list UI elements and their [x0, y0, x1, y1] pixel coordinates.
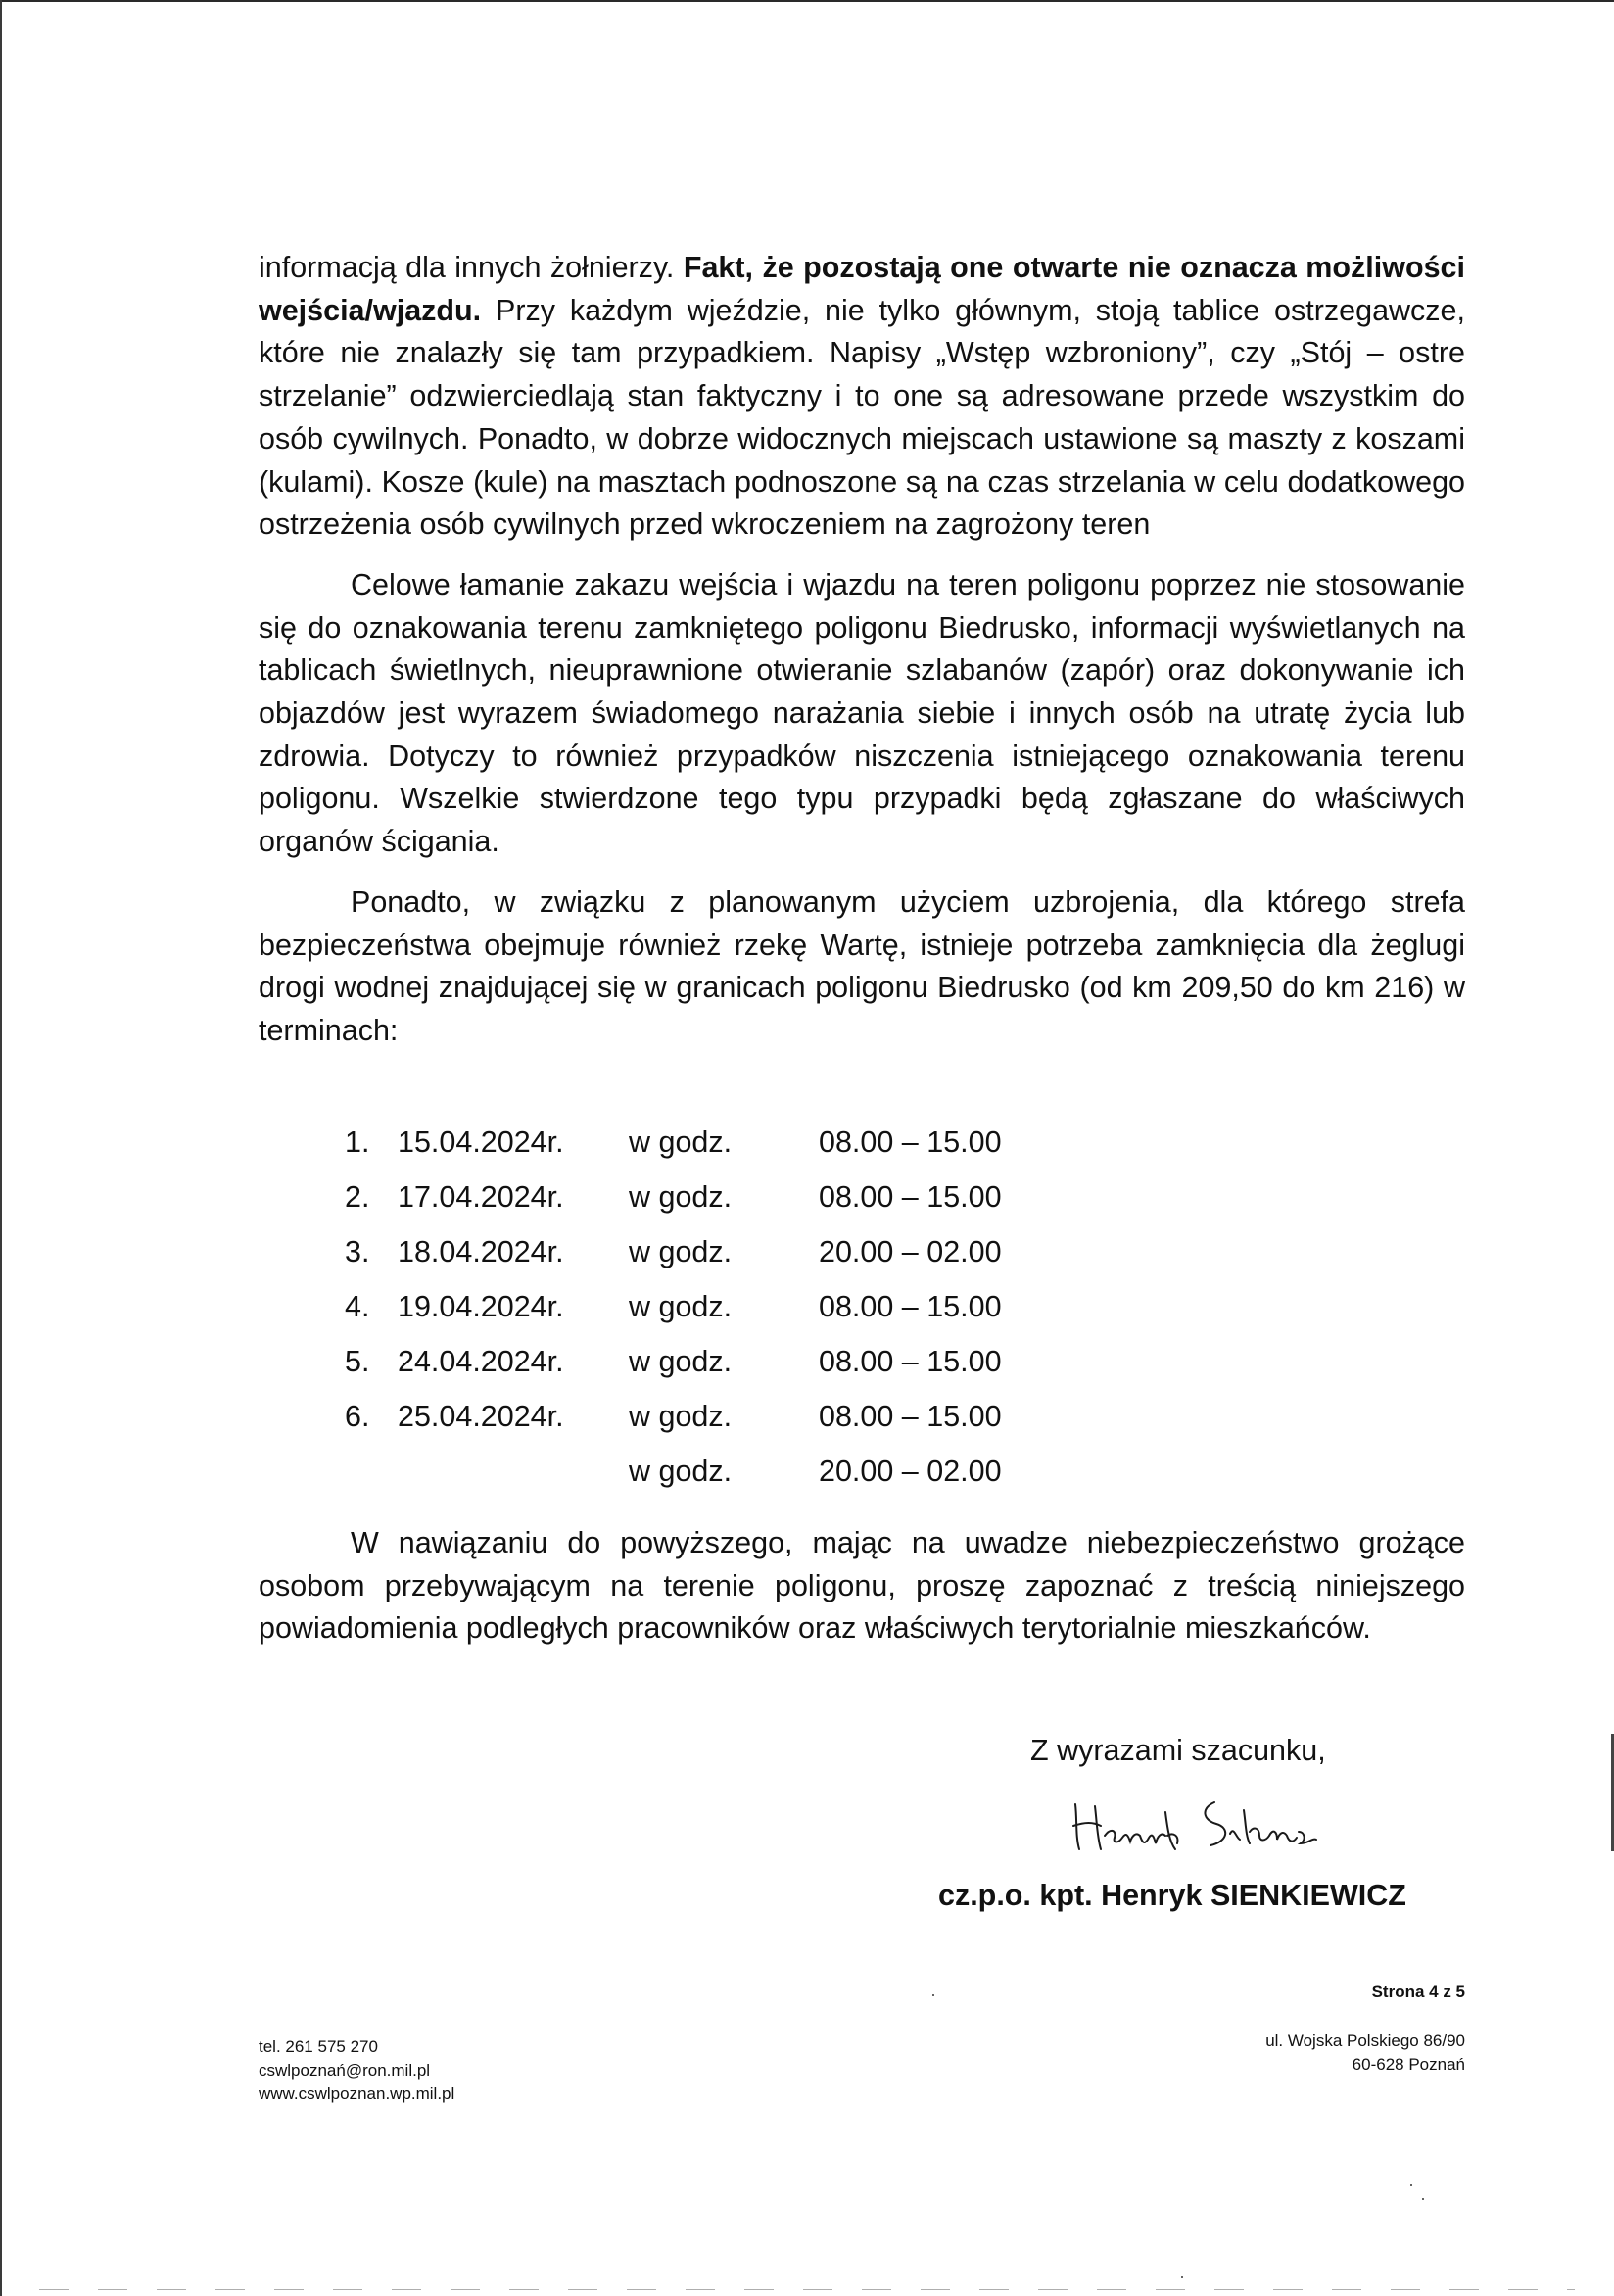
- handwritten-signature: [1068, 1793, 1322, 1861]
- schedule-date: 19.04.2024r.: [398, 1289, 564, 1323]
- scan-border-top: [0, 0, 1614, 2]
- closing-text: [259, 1522, 1465, 1650]
- schedule-hour-label: w godz.: [629, 1289, 733, 1323]
- schedule-date: 24.04.2024r.: [398, 1344, 564, 1378]
- schedule-time: 08.00 – 15.00: [819, 1399, 1002, 1433]
- schedule-number: 4.: [345, 1289, 370, 1323]
- footer-city: 60-628 Poznań: [1352, 2055, 1465, 2074]
- footer-street: ul. Wojska Polskiego 86/90: [1265, 2032, 1465, 2050]
- footer-website: www.cswlpoznan.wp.mil.pl: [259, 2084, 455, 2103]
- scan-speck: [1410, 2184, 1412, 2186]
- signer-name: cz.p.o. kpt. Henryk SIENKIEWICZ: [938, 1879, 1406, 1912]
- schedule-number: 6.: [345, 1399, 370, 1433]
- paragraph-violations: Celowe łamanie zakazu wejścia i wjazdu na teren poligonu poprzez nie stosowanie się do oznakowania terenu zamkniętego poligonu Biedrusko, informacji wyświetlanych na tablicach świetlnych, nieuprawnione otwieranie szlabanów (zapór) oraz dokonywanie ich objazdów jest wyrazem świadomego narażania siebie i innych osób na utratę życia lub zdrowia. Dotyczy to również przypadków niszczenia istniejącego oznakowania terenu poligonu. Wszelkie stwierdzone tego typu przypadki będą zgłaszane do właściwych organów ścigania.: [259, 567, 1465, 859]
- schedule-time: 08.00 – 15.00: [819, 1179, 1002, 1214]
- footer-email: cswlpoznań@ron.mil.pl: [259, 2061, 431, 2080]
- closure-schedule-list: [345, 1115, 1015, 1499]
- schedule-row: [345, 1389, 1015, 1444]
- schedule-row: [345, 1170, 1015, 1224]
- schedule-time: 08.00 – 15.00: [819, 1124, 1002, 1159]
- body-text: [259, 247, 1465, 1053]
- paragraph-1-rest: Przy każdym wjeździe, nie tylko głównym, stoją tablice ostrzegawcze, które nie znalazły się tam przypadkiem. Napisy „Wstęp wzbroniony”, czy „Stój – ostre strzelanie” odzwierciedlają stan faktyczny i to one są adresowane przede wszystkim do osób cywilnych. Ponadto, w dobrze widocznych miejscach ustawione są maszty z koszami (kulami). Kosze (kule) na masztach podnoszone są na czas strzelania w celu dodatkowego ostrzeżenia osób cywilnych przed wkroczeniem na zagrożony teren: [259, 293, 1465, 542]
- schedule-number: 2.: [345, 1179, 370, 1214]
- schedule-hour-label: w godz.: [629, 1454, 733, 1488]
- schedule-row: [345, 1224, 1015, 1279]
- schedule-time: 08.00 – 15.00: [819, 1289, 1002, 1323]
- schedule-number: 3.: [345, 1234, 370, 1268]
- scan-speck: [1422, 2198, 1424, 2200]
- scan-speck: [932, 1994, 934, 1996]
- schedule-row: [345, 1115, 1015, 1170]
- schedule-row: [345, 1334, 1015, 1389]
- schedule-row: [345, 1279, 1015, 1334]
- schedule-time: 20.00 – 02.00: [819, 1454, 1002, 1488]
- paragraph-1-bold: Fakt, że pozostają one otwarte nie oznacza możliwości wejścia/wjazdu.: [259, 251, 1465, 327]
- schedule-date: 18.04.2024r.: [398, 1234, 564, 1268]
- schedule-hour-label: w godz.: [629, 1399, 733, 1433]
- schedule-time: 08.00 – 15.00: [819, 1344, 1002, 1378]
- paragraph-closing: W nawiązaniu do powyższego, mając na uwadze niebezpieczeństwo grożące osobom przebywającym na terenie poligonu, proszę zapoznać z treścią niniejszego powiadomienia podległych pracowników oraz właściwych terytorialnie mieszkańców.: [259, 1526, 1465, 1646]
- paragraph-warning-signs: [259, 247, 1465, 547]
- schedule-hour-label: w godz.: [629, 1234, 733, 1268]
- schedule-hour-label: w godz.: [629, 1179, 733, 1214]
- schedule-hour-label: w godz.: [629, 1124, 733, 1159]
- schedule-number: 5.: [345, 1344, 370, 1378]
- schedule-date: 17.04.2024r.: [398, 1179, 564, 1214]
- footer-phone: tel. 261 575 270: [259, 2037, 378, 2056]
- paragraph-1-start: informacją dla innych żołnierzy.: [259, 251, 684, 284]
- footer-address: [1265, 2030, 1465, 2077]
- footer-contact: [259, 2035, 454, 2106]
- schedule-number: 1.: [345, 1124, 370, 1159]
- page-number: Strona 4 z 5: [1371, 1983, 1465, 2001]
- schedule-date: 15.04.2024r.: [398, 1124, 564, 1159]
- scan-border-bottom: [39, 2289, 1575, 2290]
- scan-border-left: [0, 0, 2, 2296]
- scan-speck: [1181, 2276, 1183, 2278]
- greeting: Z wyrazami szacunku,: [1030, 1734, 1326, 1767]
- schedule-date: 25.04.2024r.: [398, 1399, 564, 1433]
- paragraph-river-closure: Ponadto, w związku z planowanym użyciem uzbrojenia, dla którego strefa bezpieczeństwa obejmuje również rzekę Wartę, istnieje potrzeba zamknięcia dla żeglugi drogi wodnej znajdującej się w granicach poligonu Biedrusko (od km 209,50 do km 216) w terminach:: [259, 885, 1465, 1047]
- schedule-time: 20.00 – 02.00: [819, 1234, 1002, 1268]
- schedule-row: [345, 1444, 1015, 1499]
- schedule-hour-label: w godz.: [629, 1344, 733, 1378]
